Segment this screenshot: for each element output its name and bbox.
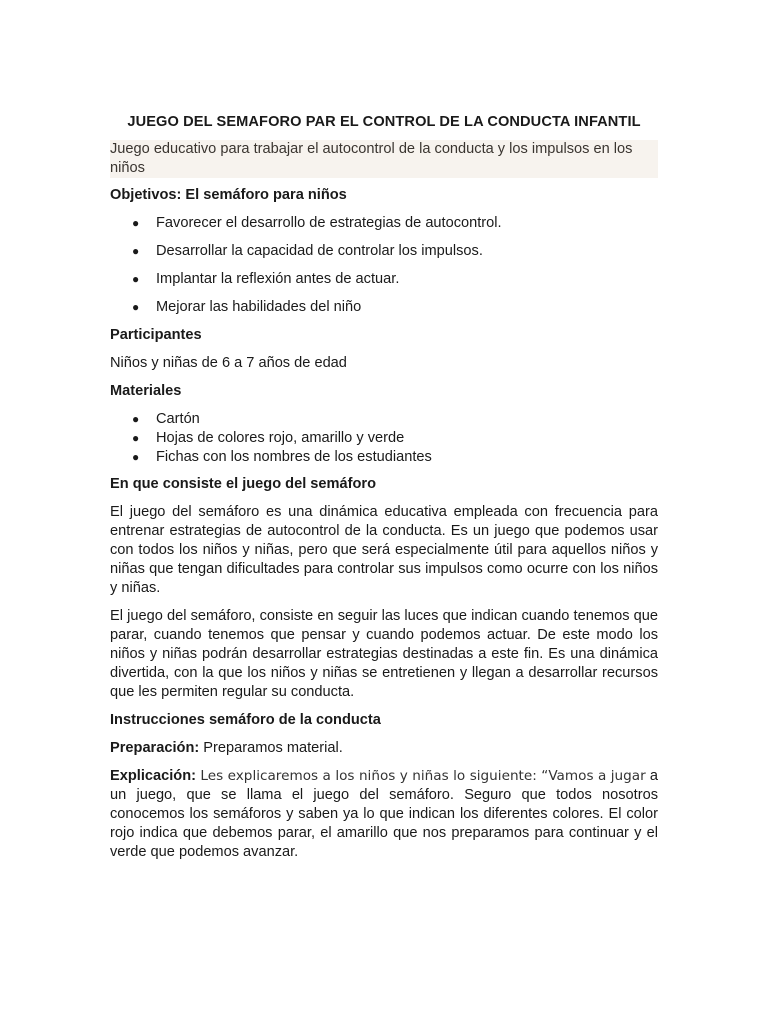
bullet-icon: ●: [132, 412, 140, 426]
participants-text: Niños y niñas de 6 a 7 años de edad: [110, 355, 347, 371]
explanation-text: a un juego, que se llama el juego del semáforo. Seguro que todos nosotros conocemos los semáforos y saben ya lo que indican los diferentes colores. El color rojo indica que debemos parar, el amarillo que nos preparamos para continuar y el verde que podemos avanzar.: [110, 768, 659, 860]
list-item: ● Desarrollar la capacidad de controlar los impulsos.: [132, 243, 483, 259]
objectives-heading: Objetivos: El semáforo para niños: [110, 187, 347, 203]
bullet-icon: ●: [132, 244, 140, 258]
explanation-paragraph: [110, 767, 658, 862]
preparation-label: Preparación:: [110, 740, 200, 756]
materials-list: [110, 410, 658, 467]
game-description-paragraph-1: El juego del semáforo es una dinámica educativa empleada con frecuencia para entrenar estrategias de autocontrol de la conducta. Es un juego que podemos usar con todos los niños y niñas, pero que será especialmente útil para aquellos niños y niñas que tengan dificultades para controlar sus impulsos como ocurre con los niños y niñas.: [110, 504, 658, 596]
list-item: ● Cartón: [132, 411, 200, 427]
document-subtitle: Juego educativo para trabajar el autocontrol de la conducta y los impulsos en los niños: [110, 140, 658, 178]
list-item: ● Mejorar las habilidades del niño: [132, 299, 362, 315]
list-item: ● Hojas de colores rojo, amarillo y verde: [132, 430, 405, 446]
preparation-text: Preparamos material.: [199, 740, 343, 756]
objectives-list: [110, 214, 658, 317]
explanation-label: Explicación:: [110, 768, 196, 784]
preparation-paragraph: [110, 739, 658, 758]
list-item: ● Implantar la reflexión antes de actuar.: [132, 271, 400, 287]
bullet-icon: ●: [132, 216, 140, 230]
explanation-alt-text: Les explicaremos a los niños y niñas lo siguiente: “Vamos a jugar: [195, 768, 646, 784]
list-item: ● Favorecer el desarrollo de estrategias de autocontrol.: [132, 215, 502, 231]
game-description-paragraph-2: El juego del semáforo, consiste en seguir las luces que indican cuando tenemos que parar, cuando tenemos que pensar y cuando podemos actuar. De este modo los niños y niñas podrán desarrollar estrategias destinadas a este fin. Es una dinámica divertida, con la que los niños y niñas se entretienen y llegan a desarrollar recursos que les permiten regular su conducta.: [110, 608, 658, 700]
instructions-heading: Instrucciones semáforo de la conducta: [110, 712, 381, 728]
bullet-icon: ●: [132, 450, 140, 464]
game-description-heading: En que consiste el juego del semáforo: [110, 476, 376, 492]
list-item: ● Fichas con los nombres de los estudiantes: [132, 449, 432, 465]
participants-heading: Participantes: [110, 327, 202, 343]
bullet-icon: ●: [132, 272, 140, 286]
bullet-icon: ●: [132, 300, 140, 314]
materials-heading: Materiales: [110, 383, 182, 399]
bullet-icon: ●: [132, 431, 140, 445]
document-title: JUEGO DEL SEMAFORO PAR EL CONTROL DE LA CONDUCTA INFANTIL: [127, 114, 641, 130]
